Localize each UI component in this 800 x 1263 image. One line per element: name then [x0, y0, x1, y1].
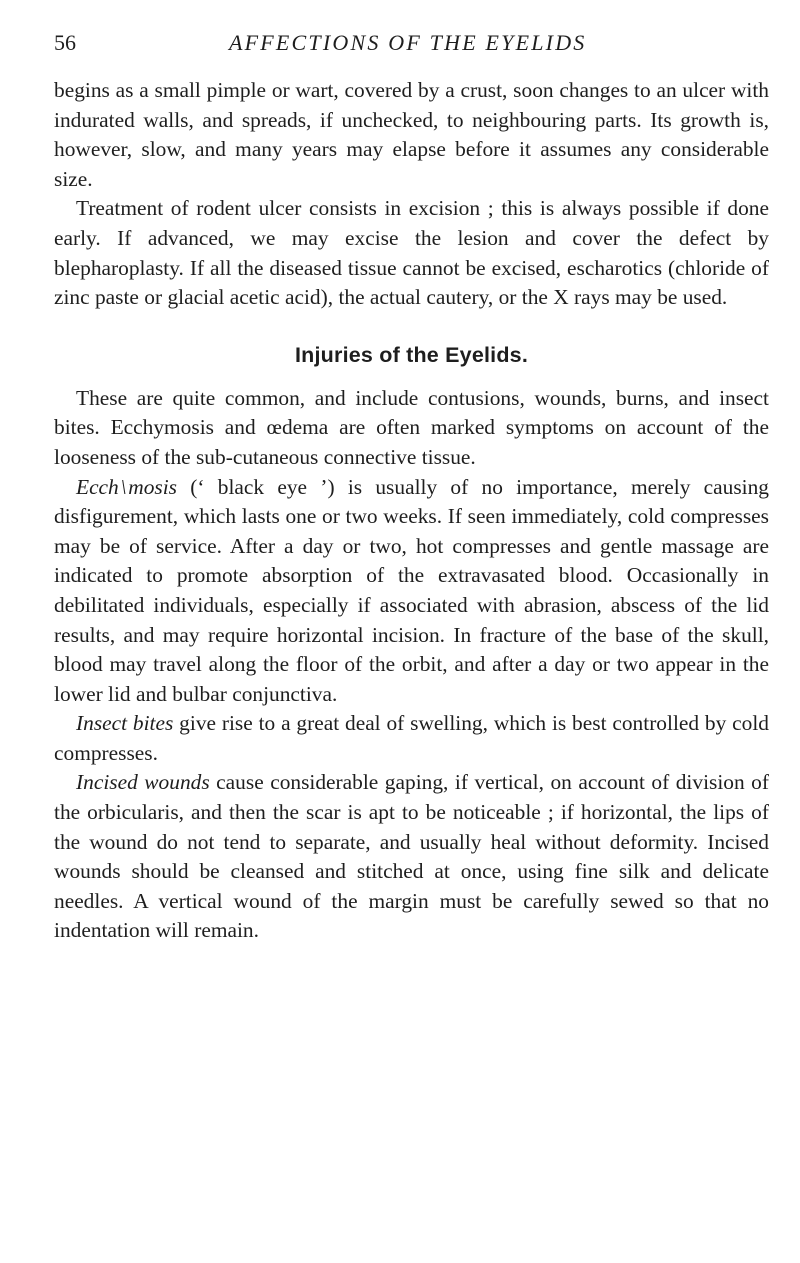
term-incised-wounds: Incised wounds [76, 770, 210, 795]
paragraph-text: begins as a small pimple or wart, covered by a crust, soon changes to an ulcer with indurated walls, and spreads, if unchecked, to neighbouring parts. Its growth is, however, slow, and many years may elapse before it assumes any considerable size. [54, 78, 769, 191]
running-head [54, 30, 769, 60]
running-title: AFFECTIONS OF THE EYELIDS [229, 30, 587, 55]
book-page [54, 30, 769, 946]
paragraph-ecchymosis [54, 473, 769, 710]
paragraph-insect-bites [54, 709, 769, 768]
paragraph-text: (‘ black eye ’) is usually of no importance, merely causing disfigurement, which lasts one or two weeks. If seen immediately, cold compresses may be of service. After a day or two, hot compresses and gentle massage are indicated to promote absorption of the extravasated blood. Occasionally in debilitated individuals, especially if associated with abrasion, abscess of the lid results, and may require horizontal incision. In fracture of the base of the skull, blood may travel along the floor of the orbit, and after a day or two appear in the lower lid and bulbar conjunctiva. [54, 474, 769, 706]
paragraph-injuries-intro [54, 384, 769, 473]
paragraph-text: give rise to a great deal of swelling, which is best controlled by cold compresses. [54, 711, 769, 765]
paragraph-rodent-ulcer-continued [54, 76, 769, 194]
section-heading: Injuries of the Eyelids. [295, 342, 528, 367]
paragraph-text: cause considerable gaping, if vertical, on account of division of the orbicularis, and then the scar is apt to be noticeable ; if horizontal, the lips of the wound do not tend to separate, and usually heal without deformity. Incised wounds should be cleansed and stitched at once, using fine silk and delicate needles. A vertical wound of the margin must be carefully sewed so that no indentation will remain. [54, 770, 770, 943]
paragraph-text: Treatment of rodent ulcer consists in excision ; this is always possible if done early. If advanced, we may excise the lesion and cover the defect by blepharoplasty. If all the diseased tissue cannot be excised, escharotics (chloride of zinc paste or glacial acetic acid), the actual cautery, or the X rays may be used. [54, 196, 769, 310]
page-number: 56 [54, 30, 76, 55]
paragraph-text: These are quite common, and include contusions, wounds, burns, and insect bites. Ecchymosis and œdema are often marked symptoms on account of the looseness of the sub-cutaneous connective tissue. [54, 385, 769, 469]
paragraph-treatment [54, 194, 769, 312]
term-insect-bites: Insect bites [76, 711, 174, 736]
term-ecchymosis: Ecch \ mosis [76, 474, 177, 499]
paragraph-incised-wounds [54, 768, 769, 946]
